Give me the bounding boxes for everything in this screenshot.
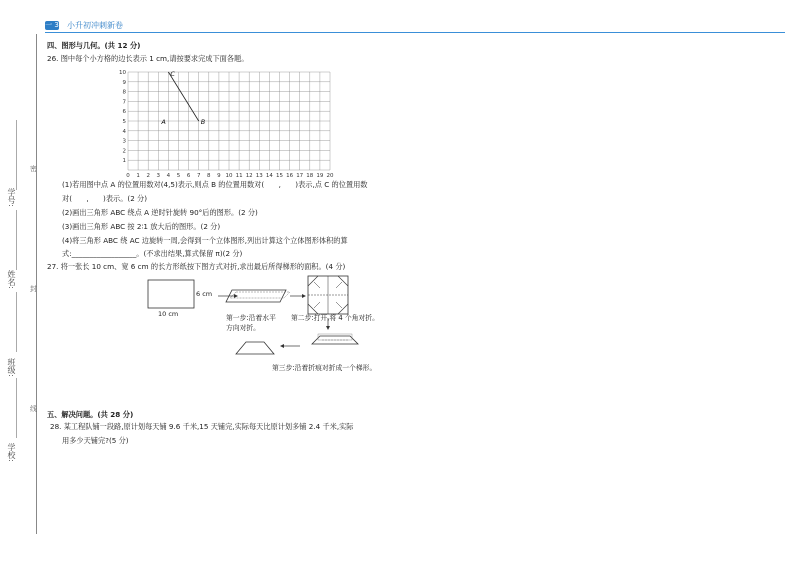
arrow-step3-down-head — [326, 326, 330, 330]
seal-feng: 封 — [30, 285, 37, 293]
class-label: 班级: — [7, 358, 16, 377]
grid-lines — [128, 72, 330, 170]
seal-xian: 线 — [30, 405, 37, 413]
answer-line-2 — [16, 210, 17, 270]
header-title: 小升初冲刺新卷 — [67, 21, 123, 30]
paper-rectangle — [148, 280, 194, 308]
grid-tick-labels — [119, 70, 334, 178]
y-tick-label: 10 — [119, 70, 126, 76]
y-tick-label: 2 — [122, 148, 126, 155]
x-tick-label: 11 — [235, 173, 243, 178]
q26-part1-line1: (1)若用图中点 A 的位置用数对(4,5)表示,则点 B 的位置用数对( , )表示,点 C 的位置用数 — [62, 180, 368, 189]
fold-arrow-br — [336, 302, 342, 308]
arrow-step2-head — [302, 294, 306, 298]
x-tick-label: 12 — [245, 173, 253, 178]
q28-line2: 用多少天铺完?(5 分) — [62, 436, 129, 445]
x-tick-label: 20 — [326, 173, 334, 178]
answer-line-3 — [16, 292, 17, 352]
fold-arrow-tl — [314, 282, 320, 288]
y-tick-label: 1 — [122, 158, 126, 165]
name-label: 姓名: — [7, 270, 16, 289]
step1-line1: 第一步:沿着水平 — [226, 314, 276, 322]
y-tick-label: 3 — [122, 138, 126, 145]
q26-part3: (3)画出三角形 ABC 按 2∶1 放大后的图形。(2 分) — [62, 222, 221, 231]
x-tick-label: 3 — [156, 173, 161, 178]
x-tick-label: 15 — [276, 173, 283, 178]
triangle-marks — [160, 70, 205, 126]
y-tick-label: 4 — [122, 128, 126, 135]
x-tick-label: 17 — [296, 173, 304, 178]
q28-line1: 28. 某工程队铺一段路,原计划每天铺 9.6 千米,15 天铺完,实际每天比原计划多铺 2.4 千米,实际 — [50, 422, 354, 431]
fold-arrow-bl — [314, 302, 320, 308]
x-tick-label: 10 — [225, 173, 233, 178]
x-tick-label: 5 — [176, 173, 181, 178]
y-tick-label: 7 — [122, 99, 126, 106]
arrow-step1-head — [234, 294, 238, 298]
x-tick-label: 4 — [166, 173, 171, 178]
x-tick-label: 14 — [265, 173, 273, 178]
point-label-B: B — [200, 118, 206, 126]
q26-intro: 26. 图中每个小方格的边长表示 1 cm,请按要求完成下面各题。 — [47, 54, 249, 63]
answer-line-4 — [16, 378, 17, 438]
section4-heading: 四、图形与几何。(共 12 分) — [47, 41, 141, 50]
folding-diagram — [140, 274, 380, 374]
section5-heading: 五、解决问题。(共 28 分) — [47, 410, 134, 419]
step2-text: 第二步:打开,将 4 个角对折。 — [291, 314, 379, 322]
q26-part1-line2: 对( , )表示。(2 分) — [62, 194, 148, 203]
final-trapezoid — [236, 342, 274, 354]
page-badge: 一 3 — [45, 21, 59, 29]
step3-text: 第三步:沿着折痕对折成一个梯形。 — [272, 364, 377, 372]
student-number-label: 学号: — [7, 188, 16, 207]
fold-arrow-tr — [336, 282, 342, 288]
y-tick-label: 9 — [122, 79, 126, 86]
x-tick-label: 0 — [126, 173, 130, 178]
trapezoid-inner-layer — [318, 334, 352, 340]
segment-CB — [168, 72, 198, 121]
q26-part4-line2: 式:__________________。(不求出结果,算式保留 π)(2 分) — [62, 249, 243, 258]
x-tick-label: 7 — [196, 173, 201, 178]
step1-line2: 方向对折。 — [226, 324, 260, 332]
rect-width-label: 6 cm — [196, 290, 213, 298]
point-label-C: C — [170, 70, 175, 78]
x-tick-label: 19 — [316, 173, 324, 178]
rect-length-label: 10 cm — [158, 310, 179, 318]
x-tick-label: 16 — [286, 173, 294, 178]
x-tick-label: 1 — [136, 173, 140, 178]
x-tick-label: 18 — [306, 173, 314, 178]
point-label-A: A — [161, 118, 166, 126]
arrow-step3-left-head — [280, 344, 284, 348]
q26-part2: (2)画出三角形 ABC 绕点 A 逆时针旋转 90°后的图形。(2 分) — [62, 208, 258, 217]
x-tick-label: 2 — [146, 173, 150, 178]
x-tick-label: 6 — [186, 173, 191, 178]
coordinate-grid — [110, 62, 335, 178]
folded-paper-back — [230, 292, 290, 298]
x-tick-label: 9 — [217, 173, 221, 178]
q26-part4-line1: (4)将三角形 ABC 绕 AC 边旋转一周,会得到一个立体图形,列出计算这个立体图形体积的算 — [62, 236, 348, 245]
header-divider — [45, 32, 785, 33]
x-tick-label: 8 — [207, 173, 211, 178]
seal-mi: 密 — [30, 165, 37, 173]
y-tick-label: 8 — [122, 89, 126, 96]
q27-intro: 27. 将一张长 10 cm、宽 6 cm 的长方形纸按下图方式对折,求出最后所得梯形的面积。(4 分) — [47, 262, 346, 271]
y-tick-label: 5 — [122, 119, 126, 125]
x-tick-label: 13 — [255, 173, 263, 178]
answer-line-1 — [16, 120, 17, 190]
school-label: 学校: — [7, 443, 16, 462]
y-tick-label: 6 — [122, 109, 126, 116]
